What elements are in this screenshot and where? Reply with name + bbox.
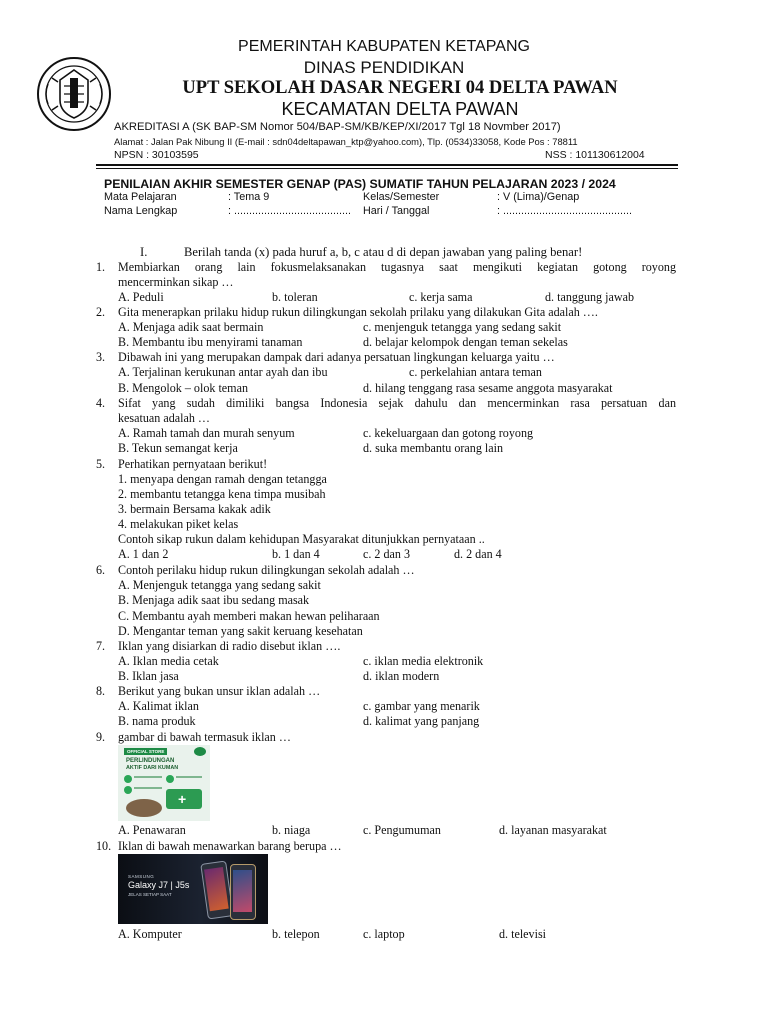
- name-label: Nama Lengkap: [104, 205, 178, 217]
- q5-statement-3: 3. bermain Bersama kakak adik: [118, 502, 271, 516]
- q9-option-a[interactable]: A. Penawaran: [118, 823, 186, 837]
- q5-number: 5.: [96, 457, 106, 471]
- q4-text-line2: kesatuan adalah …: [118, 411, 211, 425]
- q3-option-b[interactable]: B. Mengolok – olok teman: [118, 381, 248, 395]
- q10-ad-image: [118, 854, 268, 924]
- header-address: Alamat : Jalan Pak Nibung II (E-mail : sdn04deltapawan_ktp@yahoo.com), Tlp. (0534)33058, Kode Pos : 78811: [114, 136, 578, 147]
- q5-statement-4: 4. melakukan piket kelas: [118, 517, 239, 531]
- q5-statement-2: 2. membantu tetangga kena timpa musibah: [118, 487, 326, 501]
- q8-text: Berikut yang bukan unsur iklan adalah …: [118, 684, 321, 698]
- section-instruction: Berilah tanda (x) pada huruf a, b, c atau d di depan jawaban yang paling benar!: [184, 245, 583, 259]
- header-npsn: NPSN : 30103595: [114, 149, 199, 161]
- q10-option-b[interactable]: b. telepon: [272, 927, 320, 941]
- header-divider-thin: [96, 168, 678, 169]
- soap-product: [166, 789, 202, 809]
- q9-ad-title2: AKTIF DARI KUMAN: [126, 765, 179, 771]
- q9-ad-badge: OFFICIAL STORE: [124, 748, 167, 755]
- header-divider-thick: [96, 164, 678, 166]
- q1-text-line2: mencerminkan sikap …: [118, 275, 234, 289]
- q4-option-b[interactable]: B. Tekun semangat kerja: [118, 441, 238, 455]
- q3-option-d[interactable]: d. hilang tenggang rasa sesame anggota masyarakat: [363, 381, 613, 395]
- name-field: : .......................................: [228, 205, 351, 217]
- feature-text-line: [134, 776, 162, 778]
- spice-pile-graphic: [126, 799, 162, 817]
- q5-option-a[interactable]: A. 1 dan 2: [118, 547, 169, 561]
- q2-option-b[interactable]: B. Membantu ibu menyirami tanaman: [118, 335, 303, 349]
- q4-option-a[interactable]: A. Ramah tamah dan murah senyum: [118, 426, 295, 440]
- feature-icon: [166, 775, 174, 783]
- header-agency: DINAS PENDIDIKAN: [303, 58, 465, 77]
- q6-text: Contoh perilaku hidup rukun dilingkungan sekolah adalah …: [118, 563, 415, 577]
- q2-option-c[interactable]: c. menjenguk tetangga yang sedang sakit: [363, 320, 562, 334]
- feature-icon: [124, 775, 132, 783]
- phone-screen: [204, 867, 229, 911]
- q10-number: 10.: [96, 839, 112, 853]
- q10-ad-tagline: JELAS SETIAP SAAT: [128, 892, 172, 897]
- feature-icon: [124, 786, 132, 794]
- q3-option-a[interactable]: A. Terjalinan kerukunan antar ayah dan ibu: [118, 365, 328, 379]
- q9-option-b[interactable]: b. niaga: [272, 823, 311, 837]
- feature-text-line: [176, 776, 202, 778]
- q1-option-a[interactable]: A. Peduli: [118, 290, 164, 304]
- feature-text-line: [134, 787, 162, 789]
- q7-option-b[interactable]: B. Iklan jasa: [118, 669, 179, 683]
- subject-value: : Tema 9: [228, 191, 270, 203]
- header-school-name: UPT SEKOLAH DASAR NEGERI 04 DELTA PAWAN: [182, 78, 618, 98]
- q1-number: 1.: [96, 260, 106, 274]
- q10-option-d[interactable]: d. televisi: [499, 927, 547, 941]
- q9-ad-image: [118, 745, 210, 821]
- q7-option-d[interactable]: d. iklan modern: [363, 669, 440, 683]
- header-accreditation: AKREDITASI A (SK BAP-SM Nomor 504/BAP-SM/KB/KEP/XI/2017 Tgl 18 Novmber 2017): [114, 121, 561, 133]
- header-nss: NSS : 101130612004: [545, 149, 645, 161]
- q1-option-b[interactable]: b. toleran: [272, 290, 318, 304]
- q9-option-d[interactable]: d. layanan masyarakat: [499, 823, 607, 837]
- q8-option-b[interactable]: B. nama produk: [118, 714, 196, 728]
- q1-option-c[interactable]: c. kerja sama: [409, 290, 473, 304]
- q7-text: Iklan yang disiarkan di radio disebut iklan ….: [118, 639, 341, 653]
- date-label: Hari / Tanggal: [363, 205, 430, 217]
- header-government: PEMERINTAH KABUPATEN KETAPANG: [238, 38, 530, 55]
- q4-option-d[interactable]: d. suka membantu orang lain: [363, 441, 504, 455]
- q2-option-d[interactable]: d. belajar kelompok dengan teman sekelas: [363, 335, 568, 349]
- q7-number: 7.: [96, 639, 106, 653]
- q2-number: 2.: [96, 305, 106, 319]
- q3-option-c[interactable]: c. perkelahian antara teman: [409, 365, 542, 379]
- q10-option-c[interactable]: c. laptop: [363, 927, 405, 941]
- q5-option-d[interactable]: d. 2 dan 4: [454, 547, 502, 561]
- q9-option-c[interactable]: c. Pengumuman: [363, 823, 441, 837]
- q8-number: 8.: [96, 684, 106, 698]
- q6-option-a[interactable]: A. Menjenguk tetangga yang sedang sakit: [118, 578, 321, 592]
- q4-text-line1: Sifat yang sudah dimiliki bangsa Indonesia sejak dahulu dan mencerminkan rasa persatuan dan: [118, 396, 676, 410]
- phone-screen: [233, 870, 252, 912]
- date-field: : ...........................................: [497, 205, 632, 217]
- q8-option-a[interactable]: A. Kalimat iklan: [118, 699, 199, 713]
- header-district: KECAMATAN DELTA PAWAN: [281, 99, 519, 119]
- class-value: : V (Lima)/Genap: [497, 191, 580, 203]
- brand-logo-icon: [194, 747, 206, 756]
- q6-number: 6.: [96, 563, 106, 577]
- q1-text-line1: Membiarkan orang lain fokusmelaksanakan tugasnya saat mengikuti kegiatan gotong royong: [118, 260, 676, 274]
- q5-option-b[interactable]: b. 1 dan 4: [272, 547, 320, 561]
- q1-option-d[interactable]: d. tanggung jawab: [545, 290, 635, 304]
- q10-option-a[interactable]: A. Komputer: [118, 927, 182, 941]
- q2-option-a[interactable]: A. Menjaga adik saat bermain: [118, 320, 264, 334]
- exam-title: PENILAIAN AKHIR SEMESTER GENAP (PAS) SUMATIF TAHUN PELAJARAN 2023 / 2024: [104, 177, 616, 191]
- q8-option-c[interactable]: c. gambar yang menarik: [363, 699, 480, 713]
- q10-ad-model: Galaxy J7 | J5s: [128, 880, 190, 890]
- q6-option-d[interactable]: D. Mengantar teman yang sakit keruang kesehatan: [118, 624, 363, 638]
- q9-text: gambar di bawah termasuk iklan …: [118, 730, 291, 744]
- q3-text: Dibawah ini yang merupakan dampak dari adanya persatuan lingkungan keluarga yaitu …: [118, 350, 555, 364]
- subject-label: Mata Pelajaran: [104, 191, 177, 203]
- q10-ad-brand: SAMSUNG: [128, 874, 155, 879]
- q5-text: Perhatikan pernyataan berikut!: [118, 457, 268, 471]
- q8-option-d[interactable]: d. kalimat yang panjang: [363, 714, 480, 728]
- q5-question: Contoh sikap rukun dalam kehidupan Masyarakat ditunjukkan pernyataan ..: [118, 532, 485, 546]
- q10-text: Iklan di bawah menawarkan barang berupa …: [118, 839, 342, 853]
- q2-text: Gita menerapkan prilaku hidup rukun dilingkungan sekolah prilaku yang dilakukan Gita adalah ….: [118, 305, 598, 319]
- q7-option-c[interactable]: c. iklan media elektronik: [363, 654, 484, 668]
- phone-graphic: [200, 860, 234, 919]
- q4-number: 4.: [96, 396, 106, 410]
- q5-statement-1: 1. menyapa dengan ramah dengan tetangga: [118, 472, 327, 486]
- q3-number: 3.: [96, 350, 106, 364]
- q7-option-a[interactable]: A. Iklan media cetak: [118, 654, 219, 668]
- phone-graphic: [230, 864, 256, 920]
- class-label: Kelas/Semester: [363, 191, 440, 203]
- q9-number: 9.: [96, 730, 106, 744]
- section-number: I.: [140, 245, 148, 259]
- q6-option-b[interactable]: B. Menjaga adik saat ibu sedang masak: [118, 593, 310, 607]
- plus-icon: +: [178, 791, 187, 807]
- q6-option-c[interactable]: C. Membantu ayah memberi makan hewan peliharaan: [118, 609, 380, 623]
- q4-option-c[interactable]: c. kekeluargaan dan gotong royong: [363, 426, 534, 440]
- q5-option-c[interactable]: c. 2 dan 3: [363, 547, 411, 561]
- q9-ad-title: PERLINDUNGAN: [126, 758, 175, 764]
